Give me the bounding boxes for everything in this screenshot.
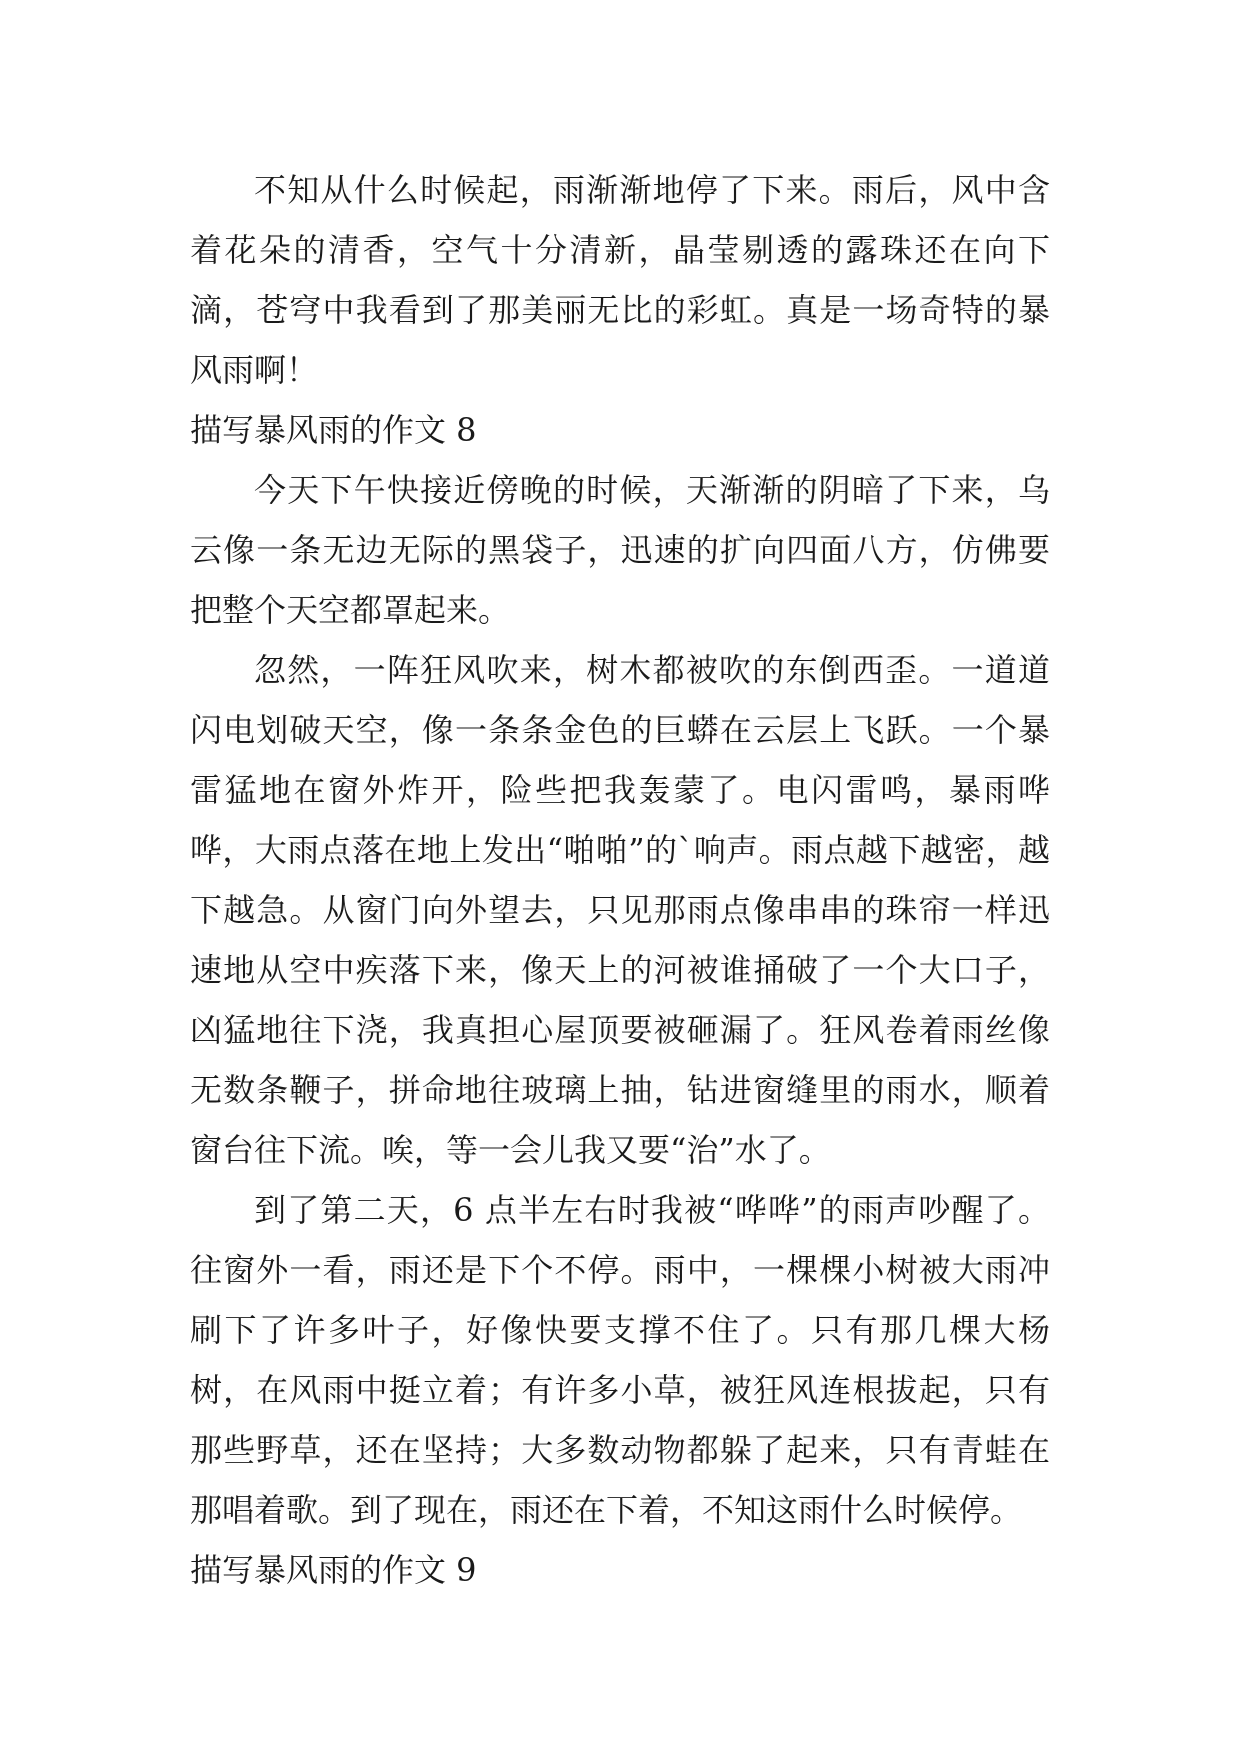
- paragraph-rain-stops: 不知从什么时候起，雨渐渐地停了下来。雨后，风中含着花朵的清香，空气十分清新，晶莹剔透的露珠还在向下滴，苍穹中我看到了那美丽无比的彩虹。真是一场奇特的暴风雨啊！: [190, 171, 1050, 389]
- section-heading-9: 描写暴风雨的作文 9: [190, 1551, 477, 1589]
- paragraph-dark-clouds: 今天下午快接近傍晚的时候，天渐渐的阴暗了下来，乌云像一条无边无际的黑袋子，迅速的扩向四面八方，仿佛要把整个天空都罩起来。: [190, 471, 1050, 629]
- paragraph-next-day: 到了第二天，6 点半左右时我被“哗哗”的雨声吵醒了。往窗外一看，雨还是下个不停。雨中，一棵棵小树被大雨冲刷下了许多叶子，好像快要支撑不住了。只有那几棵大杨树，在风雨中挺立着；有许多小草，被狂风连根拔起，只有那些野草，还在坚持；大多数动物都躲了起来，只有青蛙在那唱着歌。到了现在，雨还在下着，不知这雨什么时候停。: [190, 1191, 1050, 1529]
- section-heading-8: 描写暴风雨的作文 8: [190, 411, 477, 449]
- paragraph-storm: 忽然，一阵狂风吹来，树木都被吹的东倒西歪。一道道闪电划破天空，像一条条金色的巨蟒在云层上飞跃。一个暴雷猛地在窗外炸开，险些把我轰蒙了。电闪雷鸣，暴雨哗哗，大雨点落在地上发出“啪啪”的`响声。雨点越下越密，越下越急。从窗门向外望去，只见那雨点像串串的珠帘一样迅速地从空中疾落下来，像天上的河被谁捅破了一个大口子，凶猛地往下浇，我真担心屋顶要被砸漏了。狂风卷着雨丝像无数条鞭子，拼命地往玻璃上抽，钻进窗缝里的雨水，顺着窗台往下流。唉，等一会儿我又要“治”水了。: [190, 651, 1050, 1169]
- document-body: [190, 160, 1050, 1600]
